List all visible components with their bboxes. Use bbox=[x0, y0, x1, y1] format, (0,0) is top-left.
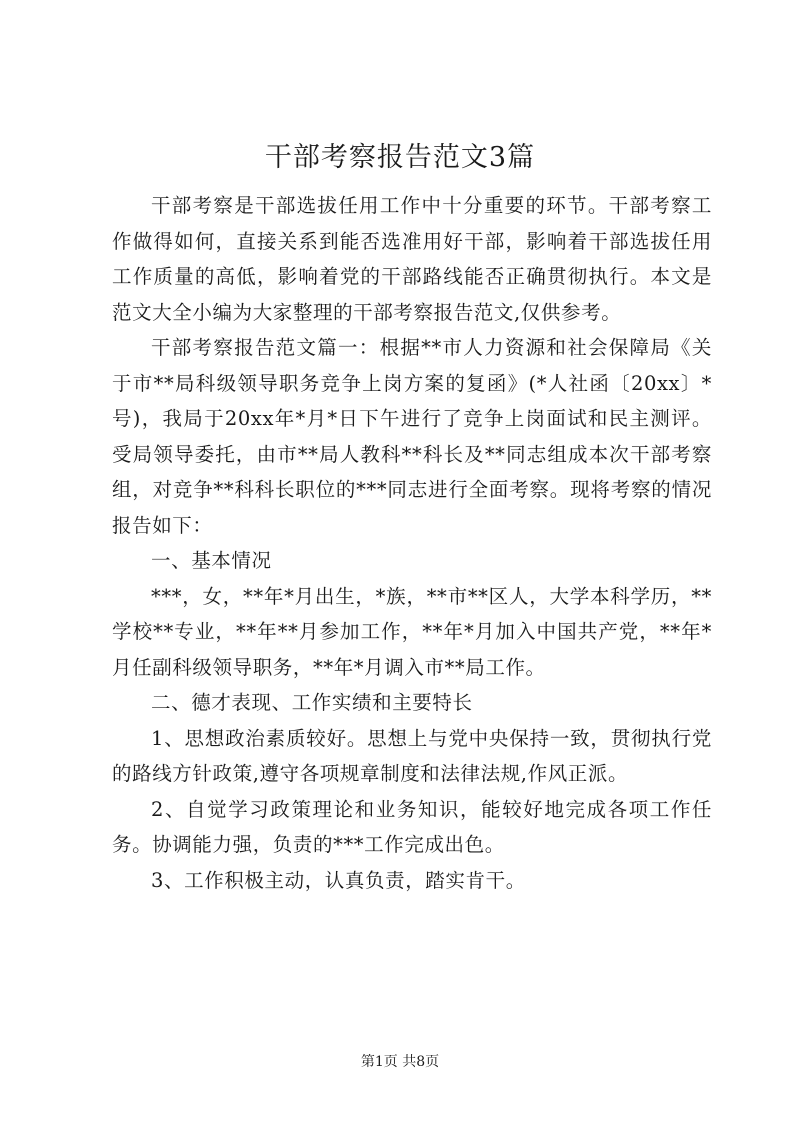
paragraph-point-1: 1、思想政治素质较好。思想上与党中央保持一致，贯彻执行党的路线方针政策,遵守各项规章制度和法律法规,作风正派。 bbox=[112, 726, 712, 785]
page-number-footer: 第1页 共8页 bbox=[360, 1054, 440, 1070]
paragraph-point-2: 2、自觉学习政策理论和业务知识，能较好地完成各项工作任务。协调能力强，负责的***工作完成出色。 bbox=[112, 797, 712, 856]
document-title: 干部考察报告范文3篇 bbox=[264, 142, 536, 173]
paragraph-basic-info: ***，女，**年*月出生，*族，**市**区人，大学本科学历，**学校**专业，**年**月参加工作，**年*月加入中国共产党，**年*月任副科级领导职务，**年*月调入市**局工作。 bbox=[112, 584, 712, 679]
paragraph-intro: 干部考察是干部选拔任用工作中十分重要的环节。干部考察工作做得如何，直接关系到能否选准用好干部，影响着干部选拔任用工作质量的高低，影响着党的干部路线能否正确贯彻执行。本文是范文大全小编为大家整理的干部考察报告范文,仅供参考。 bbox=[112, 194, 712, 324]
paragraph-point-3: 3、工作积极主动，认真负责，踏实肯干。 bbox=[151, 868, 526, 892]
section-heading-performance: 二、德才表现、工作实绩和主要特长 bbox=[151, 691, 473, 714]
document-body bbox=[112, 188, 712, 898]
section-heading-basic-info: 一、基本情况 bbox=[151, 549, 272, 572]
paragraph-article-one: 干部考察报告范文篇一：根据**市人力资源和社会保障局《关于市**局科级领导职务竞争上岗方案的复函》(*人社函〔20xx〕*号)，我局于20xx年*月*日下午进行了竞争上岗面试和民主测评。受局领导委托，由市**局人教科**科长及**同志组成本次干部考察组，对竞争**科科长职位的***同志进行全面考察。现将考察的情况报告如下： bbox=[112, 336, 712, 537]
